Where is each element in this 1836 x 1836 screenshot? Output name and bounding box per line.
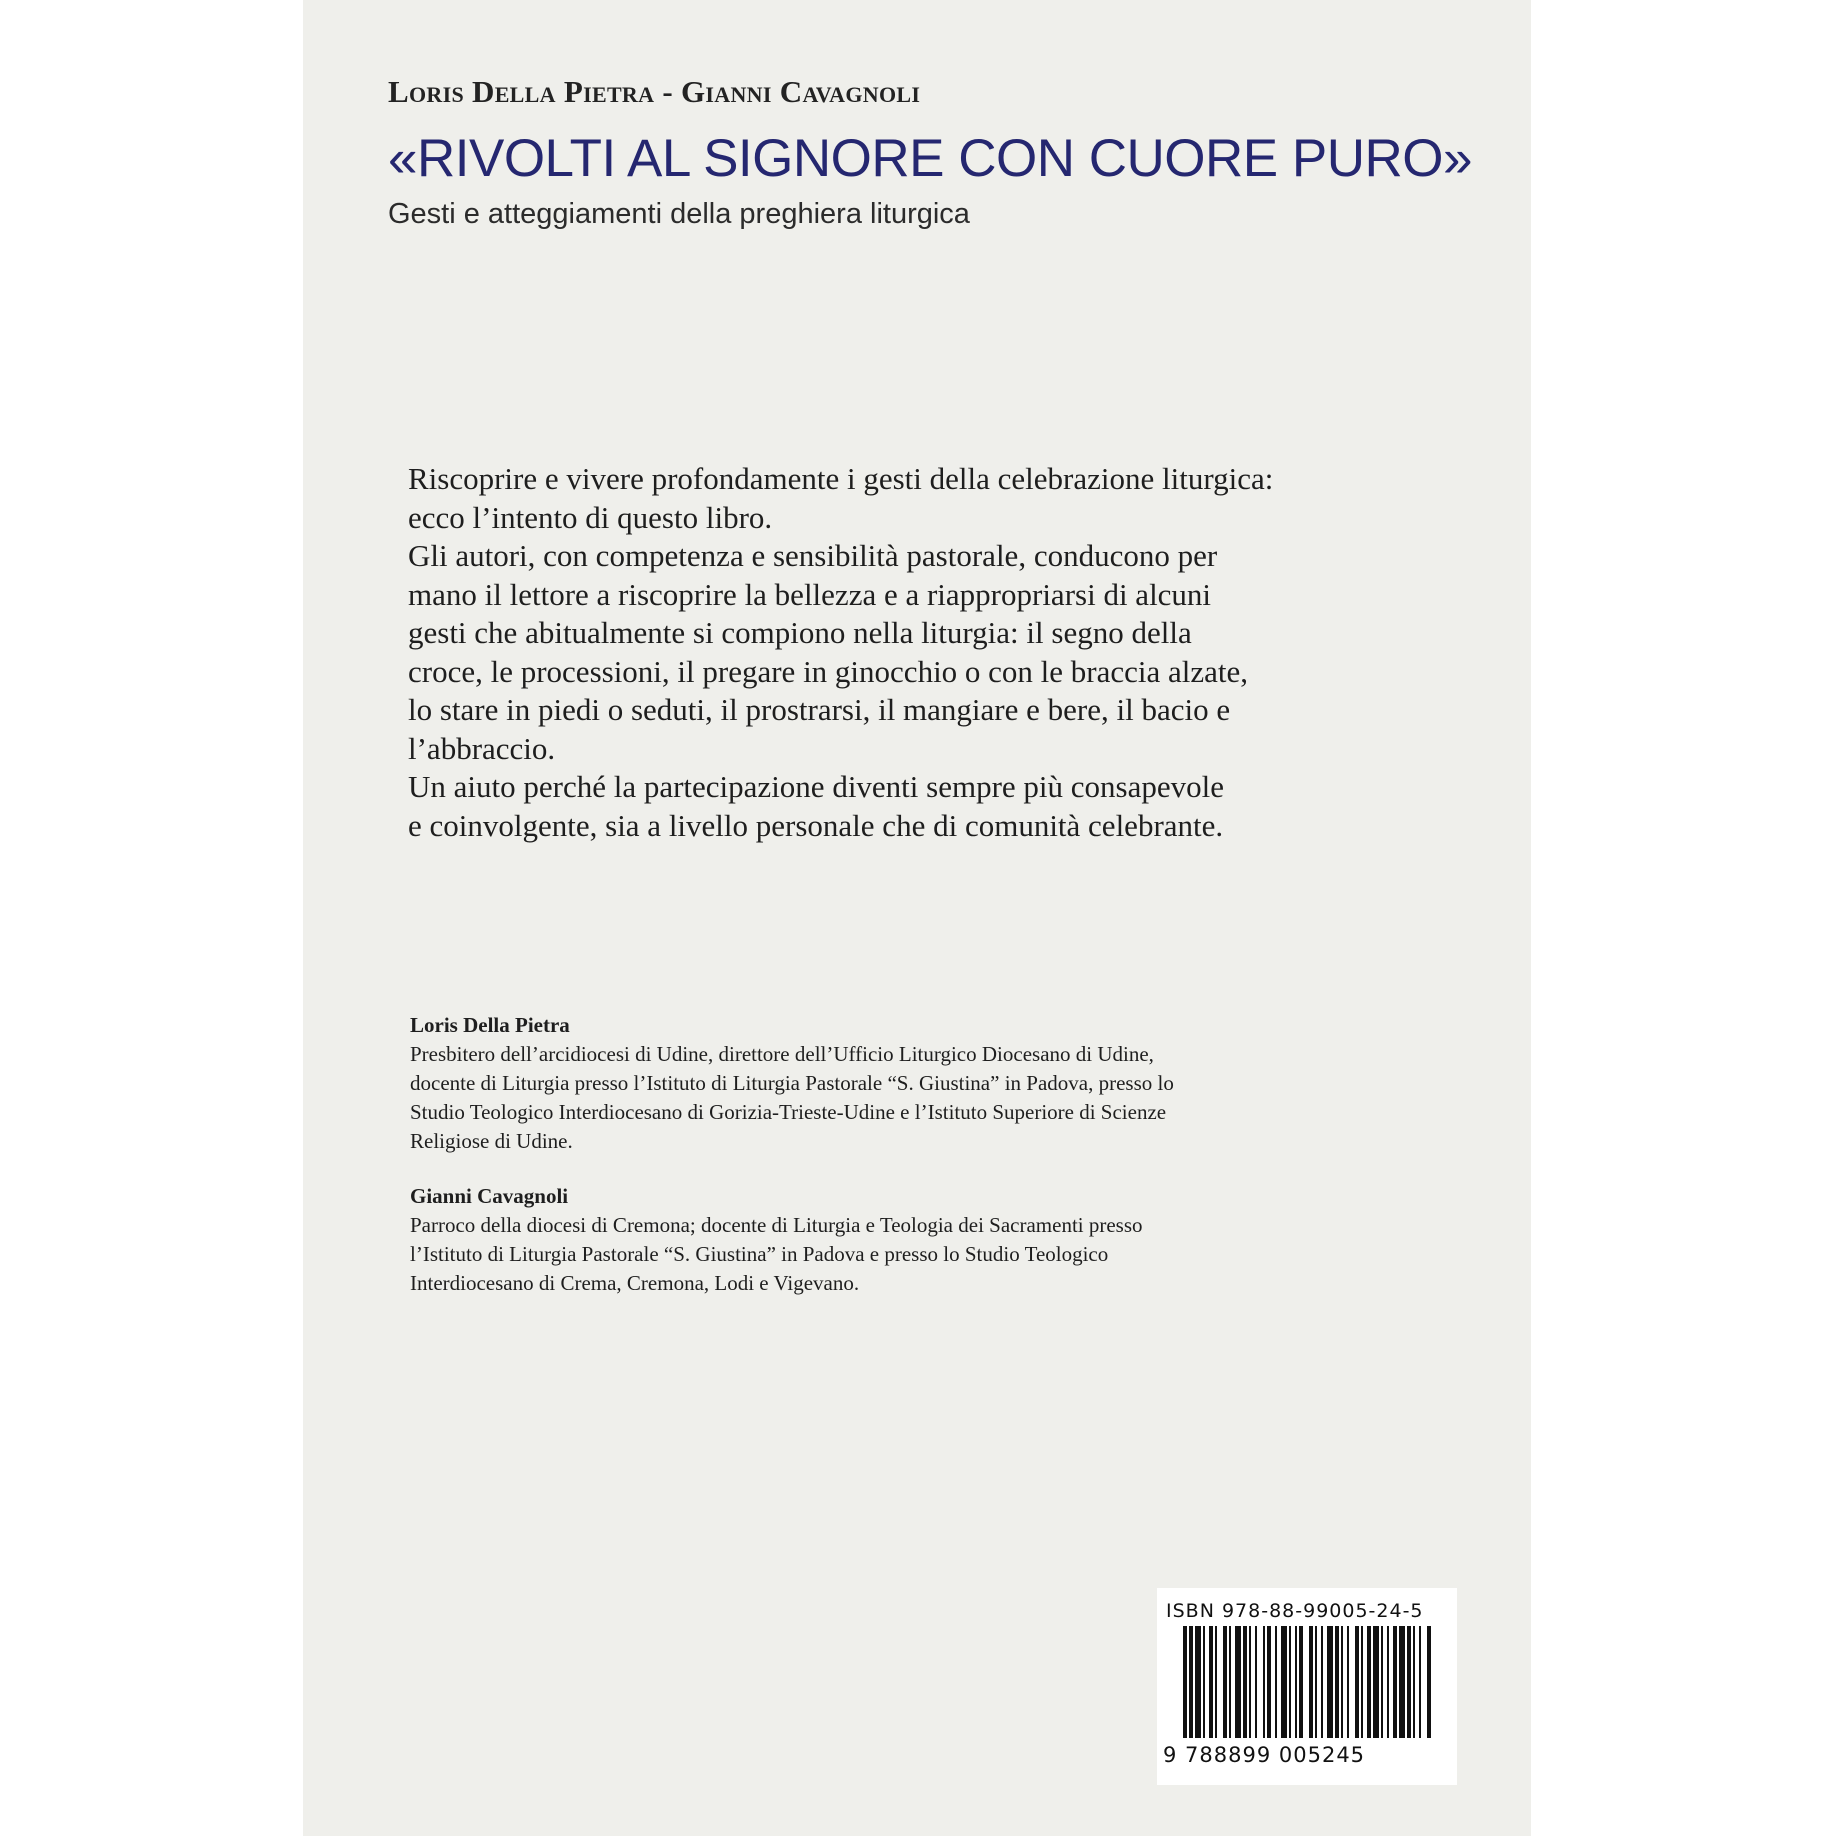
barcode-bar — [1361, 1626, 1363, 1738]
barcode-bar — [1309, 1626, 1313, 1738]
barcode-bar — [1281, 1626, 1287, 1738]
barcode-bar — [1235, 1626, 1241, 1738]
barcode-bar — [1275, 1626, 1277, 1738]
blurb-line: mano il lettore a riscoprire la bellezza e a riappropriarsi di alcuni — [408, 576, 1212, 612]
barcode-bar — [1249, 1626, 1251, 1738]
barcode-bar — [1321, 1626, 1323, 1738]
barcode-bar — [1341, 1626, 1343, 1738]
blurb-line: croce, le processioni, il pregare in ginocchio o con le braccia alzate, — [408, 653, 1249, 689]
author-bio-line: Parroco della diocesi di Cremona; docente di Liturgia e Teologia dei Sacramenti presso — [410, 1213, 1143, 1237]
author-bio-line: docente di Liturgia presso l’Istituto di Liturgia Pastorale “S. Giustina” in Padova, presso lo — [410, 1071, 1174, 1095]
barcode-bar — [1427, 1626, 1431, 1738]
author-bio-name: Loris Della Pietra — [410, 1013, 570, 1037]
book-back-cover — [303, 0, 1531, 1836]
barcode-bar — [1407, 1626, 1411, 1738]
barcode-bar — [1393, 1626, 1397, 1738]
author-bio-line: Studio Teologico Interdiocesano di Gorizia-Trieste-Udine e l’Istituto Superiore di Scienze — [410, 1100, 1167, 1124]
blurb-line: ecco l’intento di questo libro. — [408, 499, 773, 535]
barcode-bar — [1335, 1626, 1339, 1738]
barcode-bar — [1419, 1626, 1421, 1738]
barcode-bar — [1347, 1626, 1349, 1738]
blurb-line: Un aiuto perché la partecipazione diventi sempre più consapevole — [408, 769, 1225, 804]
blurb-line: Gli autori, con competenza e sensibilità pastorale, conducono per — [408, 538, 1218, 573]
barcode-bar — [1399, 1626, 1405, 1738]
author-bio-line: l’Istituto di Liturgia Pastorale “S. Giustina” in Padova e presso lo Studio Teologico — [410, 1242, 1109, 1266]
blurb-line: Riscoprire e vivere profondamente i gesti della celebrazione liturgica: — [408, 461, 1274, 496]
blurb-line: gesti che abitualmente si compiono nella liturgia: il segno della — [408, 615, 1192, 650]
barcode-icon — [1157, 1626, 1457, 1746]
barcode-bar — [1355, 1626, 1359, 1738]
barcode-bar — [1203, 1626, 1205, 1738]
author-bio-line: Presbitero dell’arcidiocesi di Udine, direttore dell’Ufficio Liturgico Diocesano di Udine, — [410, 1042, 1154, 1066]
barcode-bar — [1223, 1626, 1227, 1738]
barcode-bar — [1195, 1626, 1201, 1738]
barcode-bar — [1215, 1626, 1217, 1738]
barcode-bar — [1263, 1626, 1265, 1738]
barcode-bar — [1381, 1626, 1383, 1738]
author-bio-name: Gianni Cavagnoli — [410, 1184, 569, 1208]
barcode-bar — [1229, 1626, 1231, 1738]
book-subtitle: Gesti e atteggiamenti della preghiera liturgica — [388, 198, 970, 230]
barcode-bar — [1299, 1626, 1303, 1738]
barcode-bar — [1387, 1626, 1389, 1738]
barcode-bar — [1289, 1626, 1291, 1738]
barcode-bar — [1189, 1626, 1193, 1738]
barcode-bar — [1327, 1626, 1333, 1738]
blurb-text — [408, 460, 1408, 845]
authors-line: Loris Della Pietra - Gianni Cavagnoli — [388, 74, 921, 109]
author-bio-line: Interdiocesano di Crema, Cremona, Lodi e Vigevano. — [410, 1271, 860, 1295]
isbn-label: ISBN 978-88-99005-24-5 — [1166, 1600, 1424, 1622]
blurb-line: l’abbraccio. — [408, 730, 556, 766]
book-title: «RIVOLTI AL SIGNORE CON CUORE PURO» — [388, 129, 1472, 188]
barcode-digits: 9 788899 005245 — [1163, 1743, 1366, 1767]
barcode-bar — [1267, 1626, 1271, 1738]
isbn-barcode-box — [1157, 1588, 1457, 1785]
blurb-line: lo stare in piedi o seduti, il prostrarsi, il mangiare e bere, il bacio e — [408, 692, 1231, 727]
barcode-bar — [1295, 1626, 1297, 1738]
author-bio-cavagnoli — [410, 1182, 1410, 1298]
barcode-bar — [1373, 1626, 1379, 1738]
barcode-bar — [1255, 1626, 1257, 1738]
barcode-bar — [1315, 1626, 1317, 1738]
barcode-bar — [1367, 1626, 1371, 1738]
blurb-line: e coinvolgente, sia a livello personale che di comunità celebrante. — [408, 807, 1224, 843]
author-bio-della-pietra — [410, 1011, 1410, 1156]
author-bio-line: Religiose di Udine. — [410, 1129, 573, 1153]
barcode-bar — [1243, 1626, 1247, 1738]
barcode-bar — [1183, 1626, 1187, 1738]
barcode-bar — [1209, 1626, 1213, 1738]
barcode-bar — [1413, 1626, 1415, 1738]
